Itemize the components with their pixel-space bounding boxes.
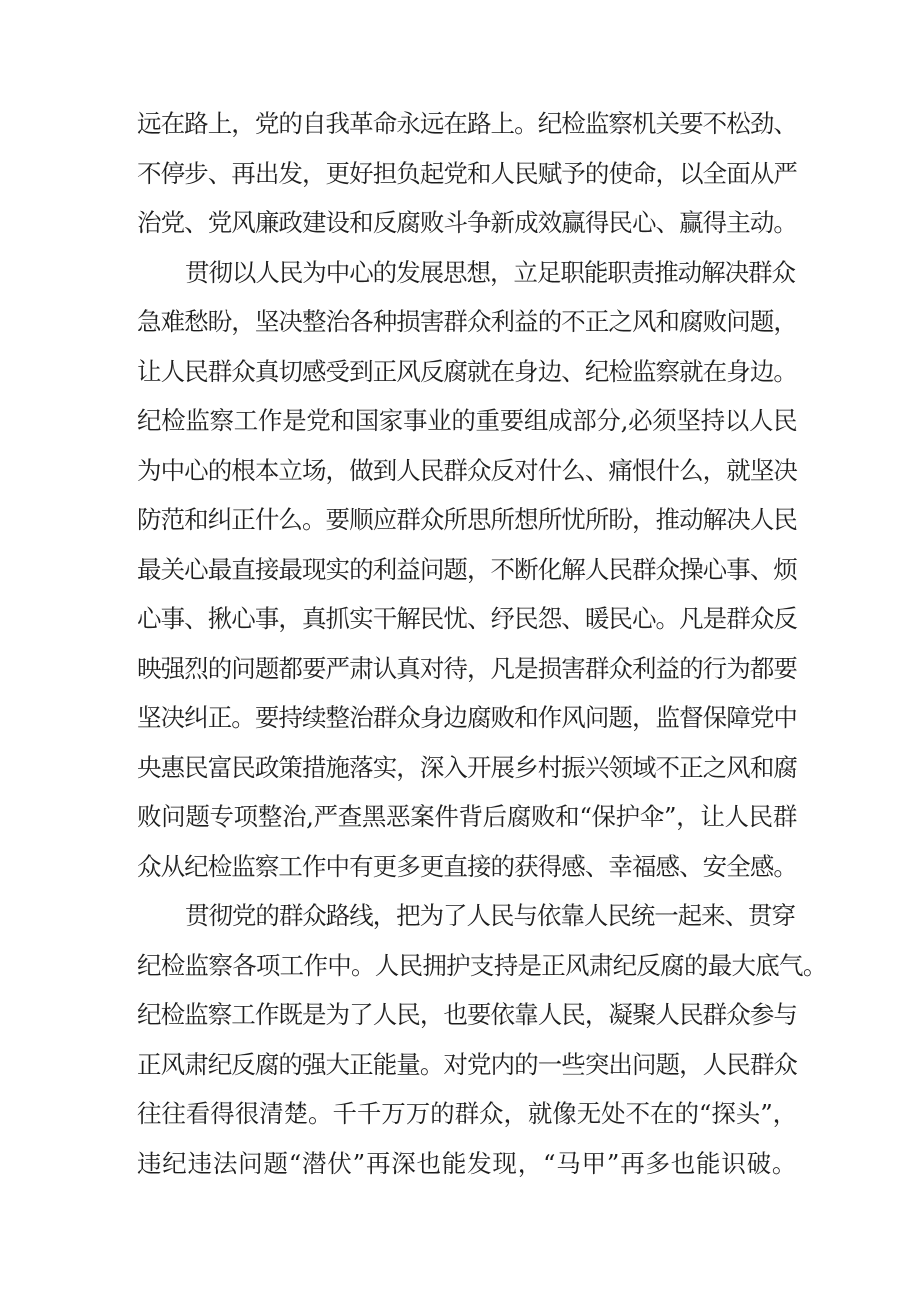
text-line-15: 败问题专项整治,严查黑恶案件背后腐败和“保护伞”，让人民群: [137, 802, 797, 831]
paragraph-2-first-line: 贯彻以人民为中心的发展思想，立足职能职责推动解决群众: [185, 258, 795, 287]
text-line-16: 众从纪检监察工作中有更多更直接的获得感、幸福感、安全感。: [137, 852, 797, 881]
text-line-10: 最关心最直接最现实的利益问题，不断化解人民群众操心事、烦: [137, 555, 797, 584]
text-line-18: 纪检监察各项工作中。人民拥护支持是正风肃纪反腐的最大底气。: [137, 951, 827, 980]
text-line-11: 心事、揪心事，真抓实干解民忧、纾民怨、暖民心。凡是群众反: [137, 604, 797, 633]
text-line-2: 不停步、再出发，更好担负起党和人民赋予的使命，以全面从严: [137, 159, 797, 188]
paragraph-3-first-line: 贯彻党的群众路线，把为了人民与依靠人民统一起来、贯穿: [185, 901, 795, 930]
text-line-21: 往往看得很清楚。千千万万的群众，就像无处不在的“探头”，: [137, 1099, 798, 1128]
text-line-22: 违纪违法问题“潜伏”再深也能发现，“马甲”再多也能识破。: [137, 1149, 798, 1178]
text-line-3: 治党、党风廉政建设和反腐败斗争新成效赢得民心、赢得主动。: [137, 208, 797, 237]
text-line-12: 映强烈的问题都要严肃认真对待，凡是损害群众利益的行为都要: [137, 654, 797, 683]
text-line-1: 远在路上，党的自我革命永远在路上。纪检监察机关要不松劲、: [137, 109, 797, 138]
text-line-6: 让人民群众真切感受到正风反腐就在身边、纪检监察就在身边。: [137, 357, 797, 386]
text-line-19: 纪检监察工作既是为了人民，也要依靠人民，凝聚人民群众参与: [137, 1000, 797, 1029]
text-line-13: 坚决纠正。要持续整治群众身边腐败和作风问题，监督保障党中: [137, 703, 797, 732]
text-line-14: 央惠民富民政策措施落实，深入开展乡村振兴领域不正之风和腐: [137, 753, 797, 782]
text-line-5: 急难愁盼，坚决整治各种损害群众利益的不正之风和腐败问题，: [137, 307, 797, 336]
text-line-7: 纪检监察工作是党和国家事业的重要组成部分,必须坚持以人民: [137, 406, 798, 435]
text-line-9: 防范和纠正什么。要顺应群众所思所想所忧所盼，推动解决人民: [137, 505, 797, 534]
text-line-20: 正风肃纪反腐的强大正能量。对党内的一些突出问题，人民群众: [137, 1050, 797, 1079]
text-line-8: 为中心的根本立场，做到人民群众反对什么、痛恨什么，就坚决: [137, 456, 797, 485]
